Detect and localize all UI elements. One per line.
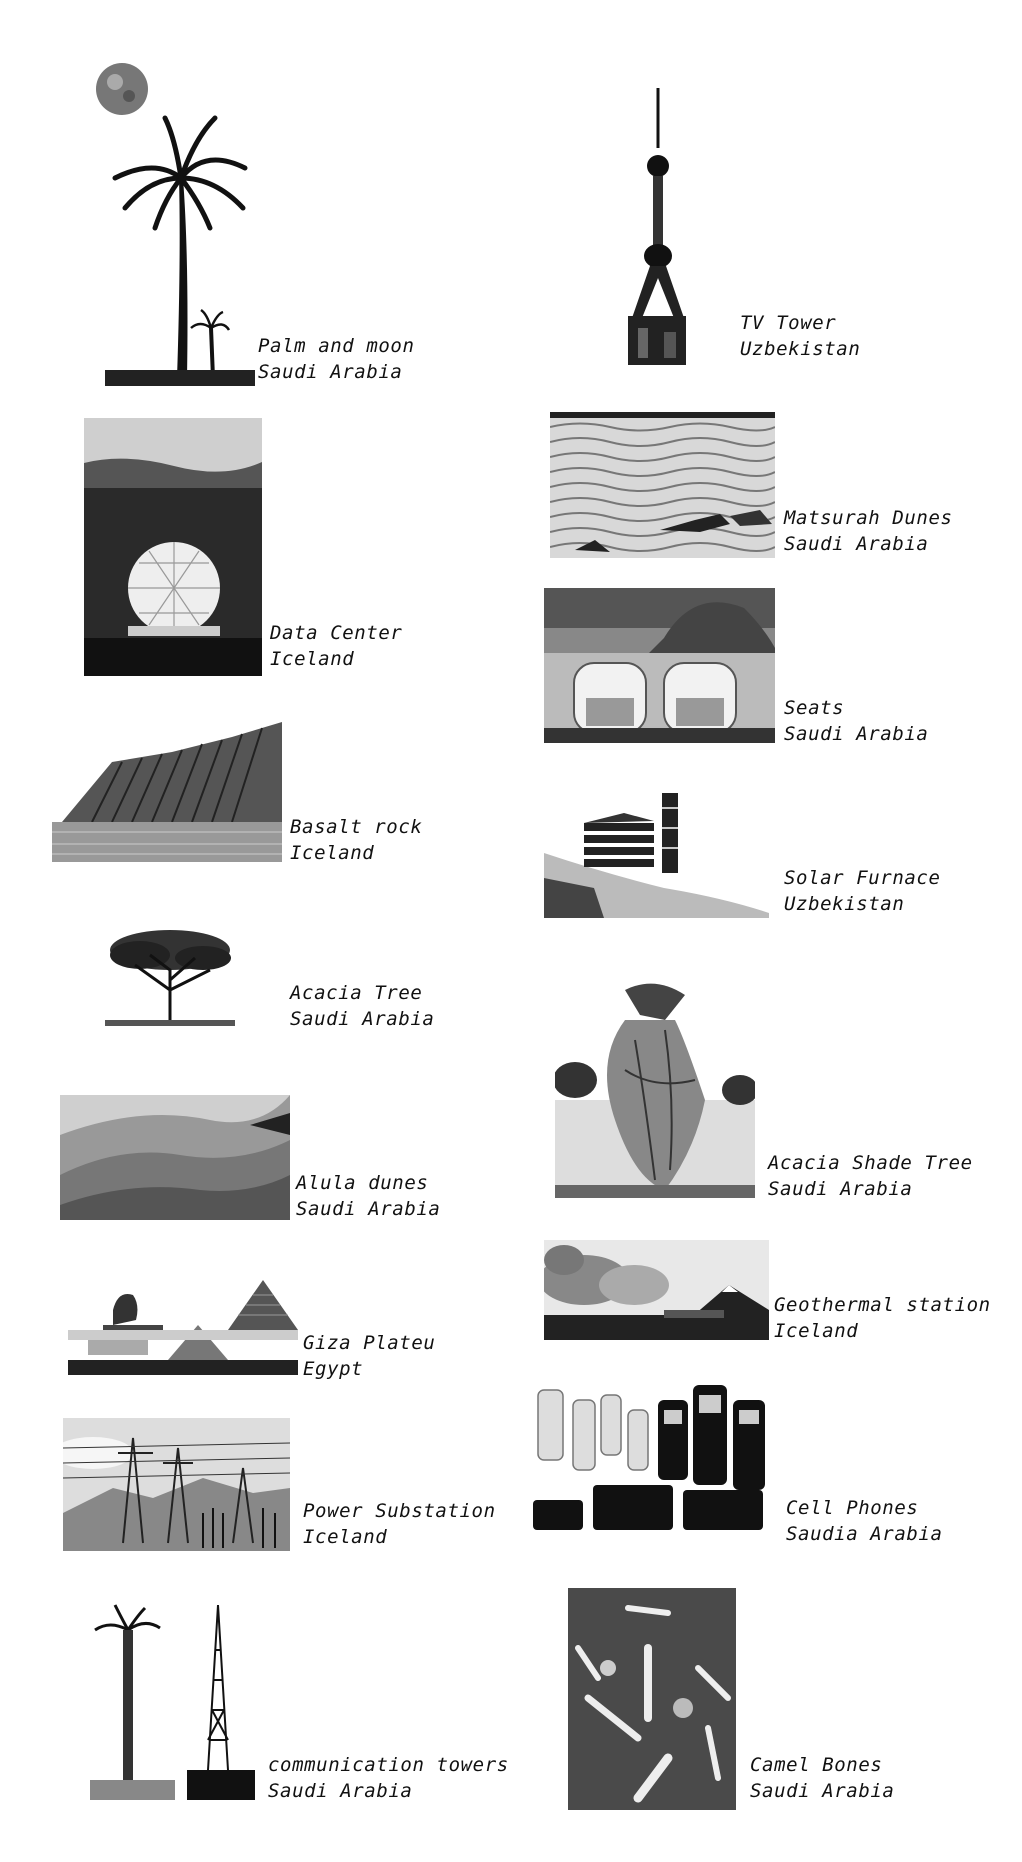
caption-geothermal-station [774,1292,991,1344]
tv-tower-image [628,88,688,365]
basalt-rock-image [52,722,282,862]
acacia-tree-image [95,920,245,1035]
caption-matsurah-dunes [784,505,953,557]
camel-bones-image [568,1588,736,1810]
caption-place: Saudi Arabia [258,361,403,383]
caption-place: Egypt [303,1358,364,1380]
caption-title: Power Substation [303,1500,496,1522]
caption-place: Iceland [774,1320,859,1342]
caption-place: Saudi Arabia [750,1780,895,1802]
caption-title: Cell Phones [786,1497,919,1519]
caption-seats [784,695,928,747]
giza-plateu-image [68,1270,298,1380]
matsurah-dunes-image [550,412,775,558]
caption-giza-plateu [303,1330,435,1382]
caption-title: Acacia Tree [290,982,423,1004]
caption-title: Solar Furnace [784,867,941,889]
caption-title: Seats [784,697,845,719]
caption-place: Uzbekistan [784,893,905,915]
caption-place: Saudia Arabia [786,1523,943,1545]
caption-place: Saudi Arabia [784,533,929,555]
caption-acacia-tree [290,980,434,1032]
caption-place: Saudi Arabia [268,1780,413,1802]
caption-title: Giza Plateu [303,1332,436,1354]
caption-alula-dunes [296,1170,440,1222]
caption-place: Iceland [303,1526,388,1548]
data-center-image [84,418,262,676]
caption-title: Matsurah Dunes [784,507,953,529]
caption-place: Iceland [270,648,355,670]
caption-communication-towers [268,1752,509,1804]
caption-basalt-rock [290,814,422,866]
caption-power-substation [303,1498,496,1550]
acacia-shade-tree-image [555,980,755,1198]
power-substation-image [63,1418,290,1551]
caption-acacia-shade-tree [768,1150,973,1202]
palm-and-moon-image [95,58,255,388]
caption-title: Palm and moon [258,335,415,357]
caption-title: Alula dunes [296,1172,429,1194]
caption-place: Iceland [290,842,375,864]
caption-palm-and-moon [258,333,415,385]
caption-title: communication towers [268,1754,509,1776]
caption-title: Data Center [270,622,403,644]
alula-dunes-image [60,1095,290,1220]
caption-solar-furnace [784,865,941,917]
caption-title: TV Tower [740,312,837,334]
caption-place: Uzbekistan [740,338,861,360]
communication-towers-image [90,1600,255,1800]
caption-place: Saudi Arabia [784,723,929,745]
caption-place: Saudi Arabia [768,1178,913,1200]
caption-title: Camel Bones [750,1754,883,1776]
solar-furnace-image [544,793,769,918]
caption-place: Saudi Arabia [296,1198,441,1220]
caption-data-center [270,620,402,672]
caption-camel-bones [750,1752,894,1804]
caption-cell-phones [786,1495,943,1547]
caption-title: Acacia Shade Tree [768,1152,973,1174]
caption-title: Geothermal station [774,1294,991,1316]
caption-tv-tower [740,310,860,362]
caption-title: Basalt rock [290,816,423,838]
geothermal-station-image [544,1240,769,1340]
caption-place: Saudi Arabia [290,1008,435,1030]
cell-phones-image [533,1370,773,1535]
seats-image [544,588,775,743]
